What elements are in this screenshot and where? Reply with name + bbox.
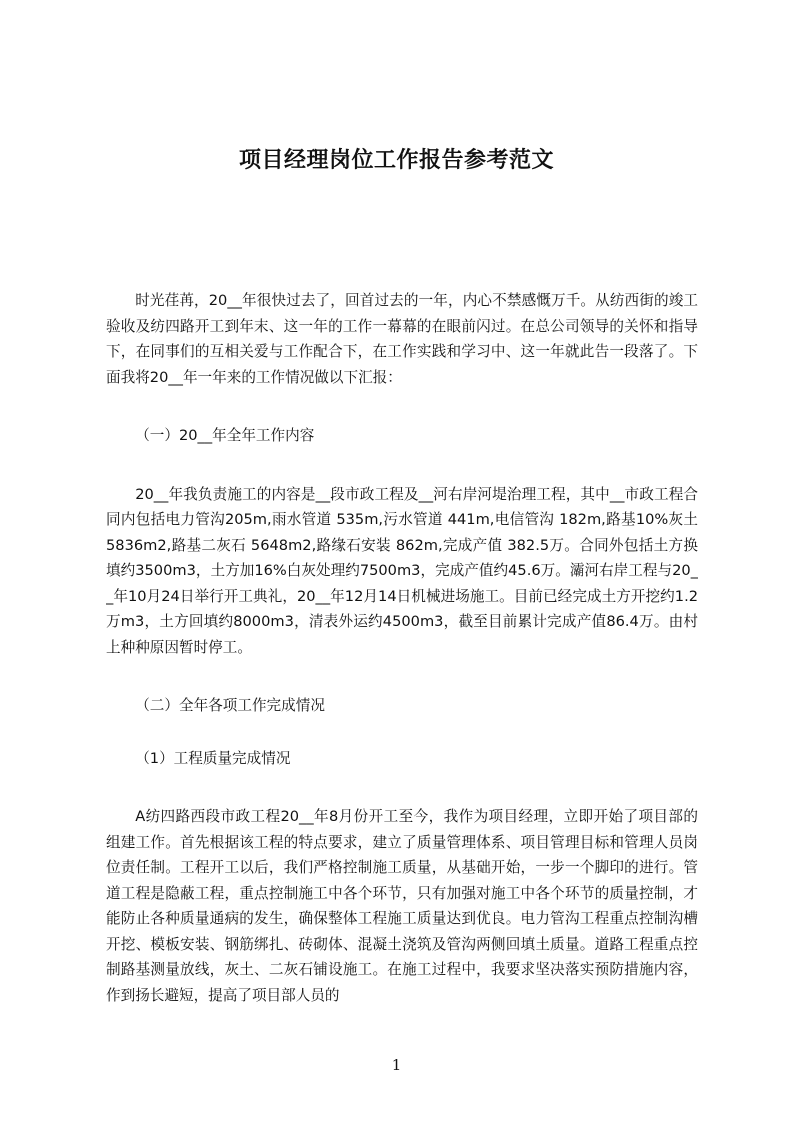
page-number: 1 <box>391 1056 402 1074</box>
spacer <box>106 660 698 693</box>
subsection-heading-quality: （1）工程质量完成情况 <box>135 749 291 767</box>
quality-paragraph: A纺四路西段市政工程20__年8月份开工至今，我作为项目经理，立即开始了项目部的组建工作。首先根据该工程的特点要求，建立了质量管理体系、项目管理目标和管理人员岗位责任制。工程开工以后，我们严格控制施工质量，从基础开始，一步一个脚印的进行。管道工程是隐蔽工程，重点控制施工中各个环节，只有加强对施工中各个环节的质量控制，才能防止各种质量通病的发生，确保整体工程施工质量达到优良。电力管沟工程重点控制沟槽开挖、模板安装、钢筋绑扎、砖砌体、混凝土浇筑及管沟两侧回填土质量。道路工程重点控制路基测量放线，灰土、二灰石铺设施工。在施工过程中，我要求坚决落实预防措施内容，作到扬长避短，提高了项目部人员的 <box>106 808 698 1004</box>
section-heading-annual-work: （一）20__年全年工作内容 <box>135 427 315 444</box>
section-heading-completion: （二）全年各项工作完成情况 <box>135 697 325 714</box>
spacer <box>106 719 698 746</box>
document-title: 项目经理岗位工作报告参考范文 <box>238 148 554 173</box>
spacer <box>106 449 698 482</box>
document-body <box>106 288 698 1008</box>
spacer <box>106 771 698 804</box>
annual-work-paragraph: 20__年我负责施工的内容是__段市政工程及__河右岸河堤治理工程，其中__市政工程合同内包括电力管沟205m,雨水管道 535m,污水管道 441m,电信管沟 182m,路基10%灰土5836m2,路基二灰石 5648m2,路缘石安装 862m,完成产值 382.5万。合同外包括土方换填约3500m3，土方加16%白灰处理约7500m3，完成产值约45.6万。灞河右岸工程与20__年10月24日举行开工典礼，20__年12月14日机械进场施工。目前已经完成土方开挖约1.2万m3，土方回填约8000m3，清表外运约4500m3，截至目前累计完成产值86.4万。由村上种种原因暂时停工。 <box>106 485 698 656</box>
spacer <box>106 390 698 423</box>
intro-paragraph: 时光荏苒，20__年很快过去了，回首过去的一年，内心不禁感慨万千。从纺西街的竣工验收及纺四路开工到年末、这一年的工作一幕幕的在眼前闪过。在总公司领导的关怀和指导下，在同事们的互相关爱与工作配合下，在工作实践和学习中、这一年就此告一段落了。下面我将20__年一年来的工作情况做以下汇报： <box>106 292 698 386</box>
